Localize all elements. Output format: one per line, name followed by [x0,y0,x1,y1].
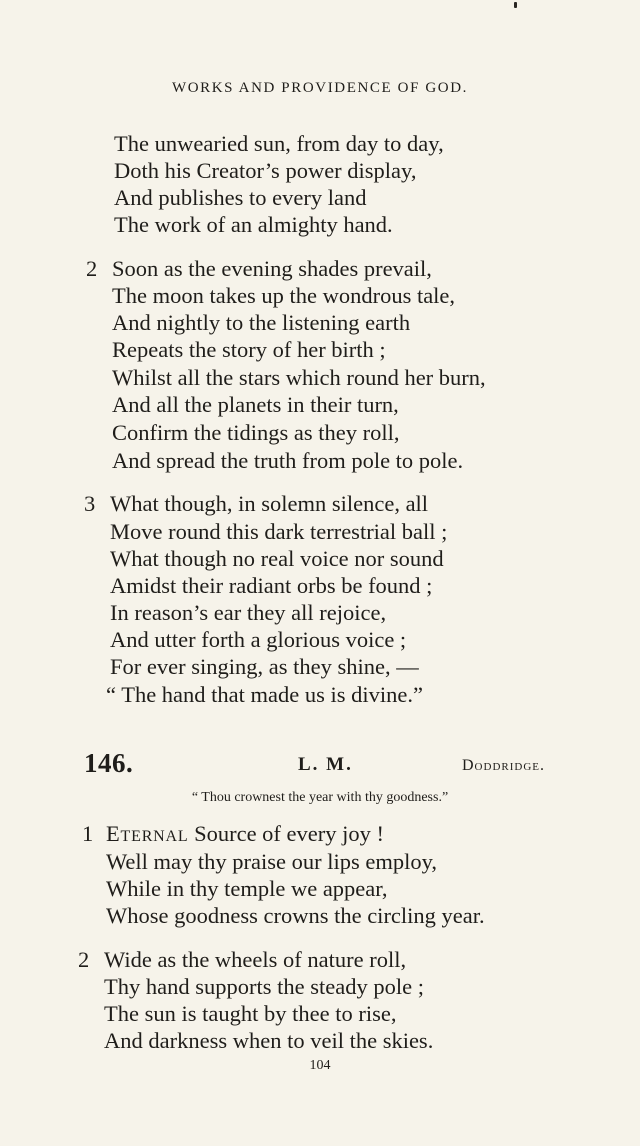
verse-line: Wide as the wheels of nature roll, [104,947,407,972]
verse-line: Whilst all the stars which round her burn, [112,365,486,390]
stanza-number: 3 [84,491,96,516]
hymn-number: 146. [84,748,134,778]
running-head: WORKS AND PROVIDENCE OF GOD. [171,80,469,96]
page-number: 104 [309,1058,331,1073]
verse-line: And darkness when to veil the skies. [104,1028,434,1053]
verse-line: In reason’s ear they all rejoice, [110,600,387,625]
verse-line: Doth his Creator’s power display, [114,158,417,183]
stanza-number: 1 [82,821,94,846]
verse-line: Move round this dark terrestrial ball ; [110,519,448,544]
hymn-epigraph: “ Thou crownest the year with thy goodness.” [191,790,449,805]
verse-line: Repeats the story of her birth ; [112,337,386,362]
hymn-author: Doddridge. [462,757,545,774]
verse-line-first [106,820,384,847]
verse-line: The work of an almighty hand. [114,212,393,237]
verse-line: Thy hand supports the steady pole ; [104,974,424,999]
verse-line: Amidst their radiant orbs be found ; [110,573,433,598]
verse-line: What though, in solemn silence, all [110,491,429,516]
verse-line: And utter forth a glorious voice ; [110,627,407,652]
verse-line: And spread the truth from pole to pole. [112,448,464,473]
verse-line: The moon takes up the wondrous tale, [112,283,456,308]
hymn-heading [0,748,640,782]
stanza-number: 2 [86,256,98,281]
verse-line-rest: Source of every joy ! [188,821,385,846]
verse-line: Whose goodness crowns the circling year. [106,903,485,928]
drop-word: Eternal [106,821,189,846]
ink-speck [514,2,517,8]
verse-line: The sun is taught by thee to rise, [104,1001,397,1026]
verse-line: While in thy temple we appear, [106,876,388,901]
verse-line: Soon as the evening shades prevail, [112,256,432,281]
verse-line: And publishes to every land [114,185,367,210]
verse-line: Well may thy praise our lips employ, [106,849,438,874]
verse-line: And nightly to the listening earth [112,310,411,335]
verse-line: Confirm the tidings as they roll, [112,420,400,445]
verse-line: For ever singing, as they shine, — [110,654,419,679]
stanza-number: 2 [78,947,90,972]
verse-line: The unwearied sun, from day to day, [114,131,444,156]
hymn-meter: L. M. [298,754,353,775]
verse-line: And all the planets in their turn, [112,392,399,417]
verse-line: What though no real voice nor sound [110,546,444,571]
verse-line: “ The hand that made us is divine.” [106,682,423,707]
